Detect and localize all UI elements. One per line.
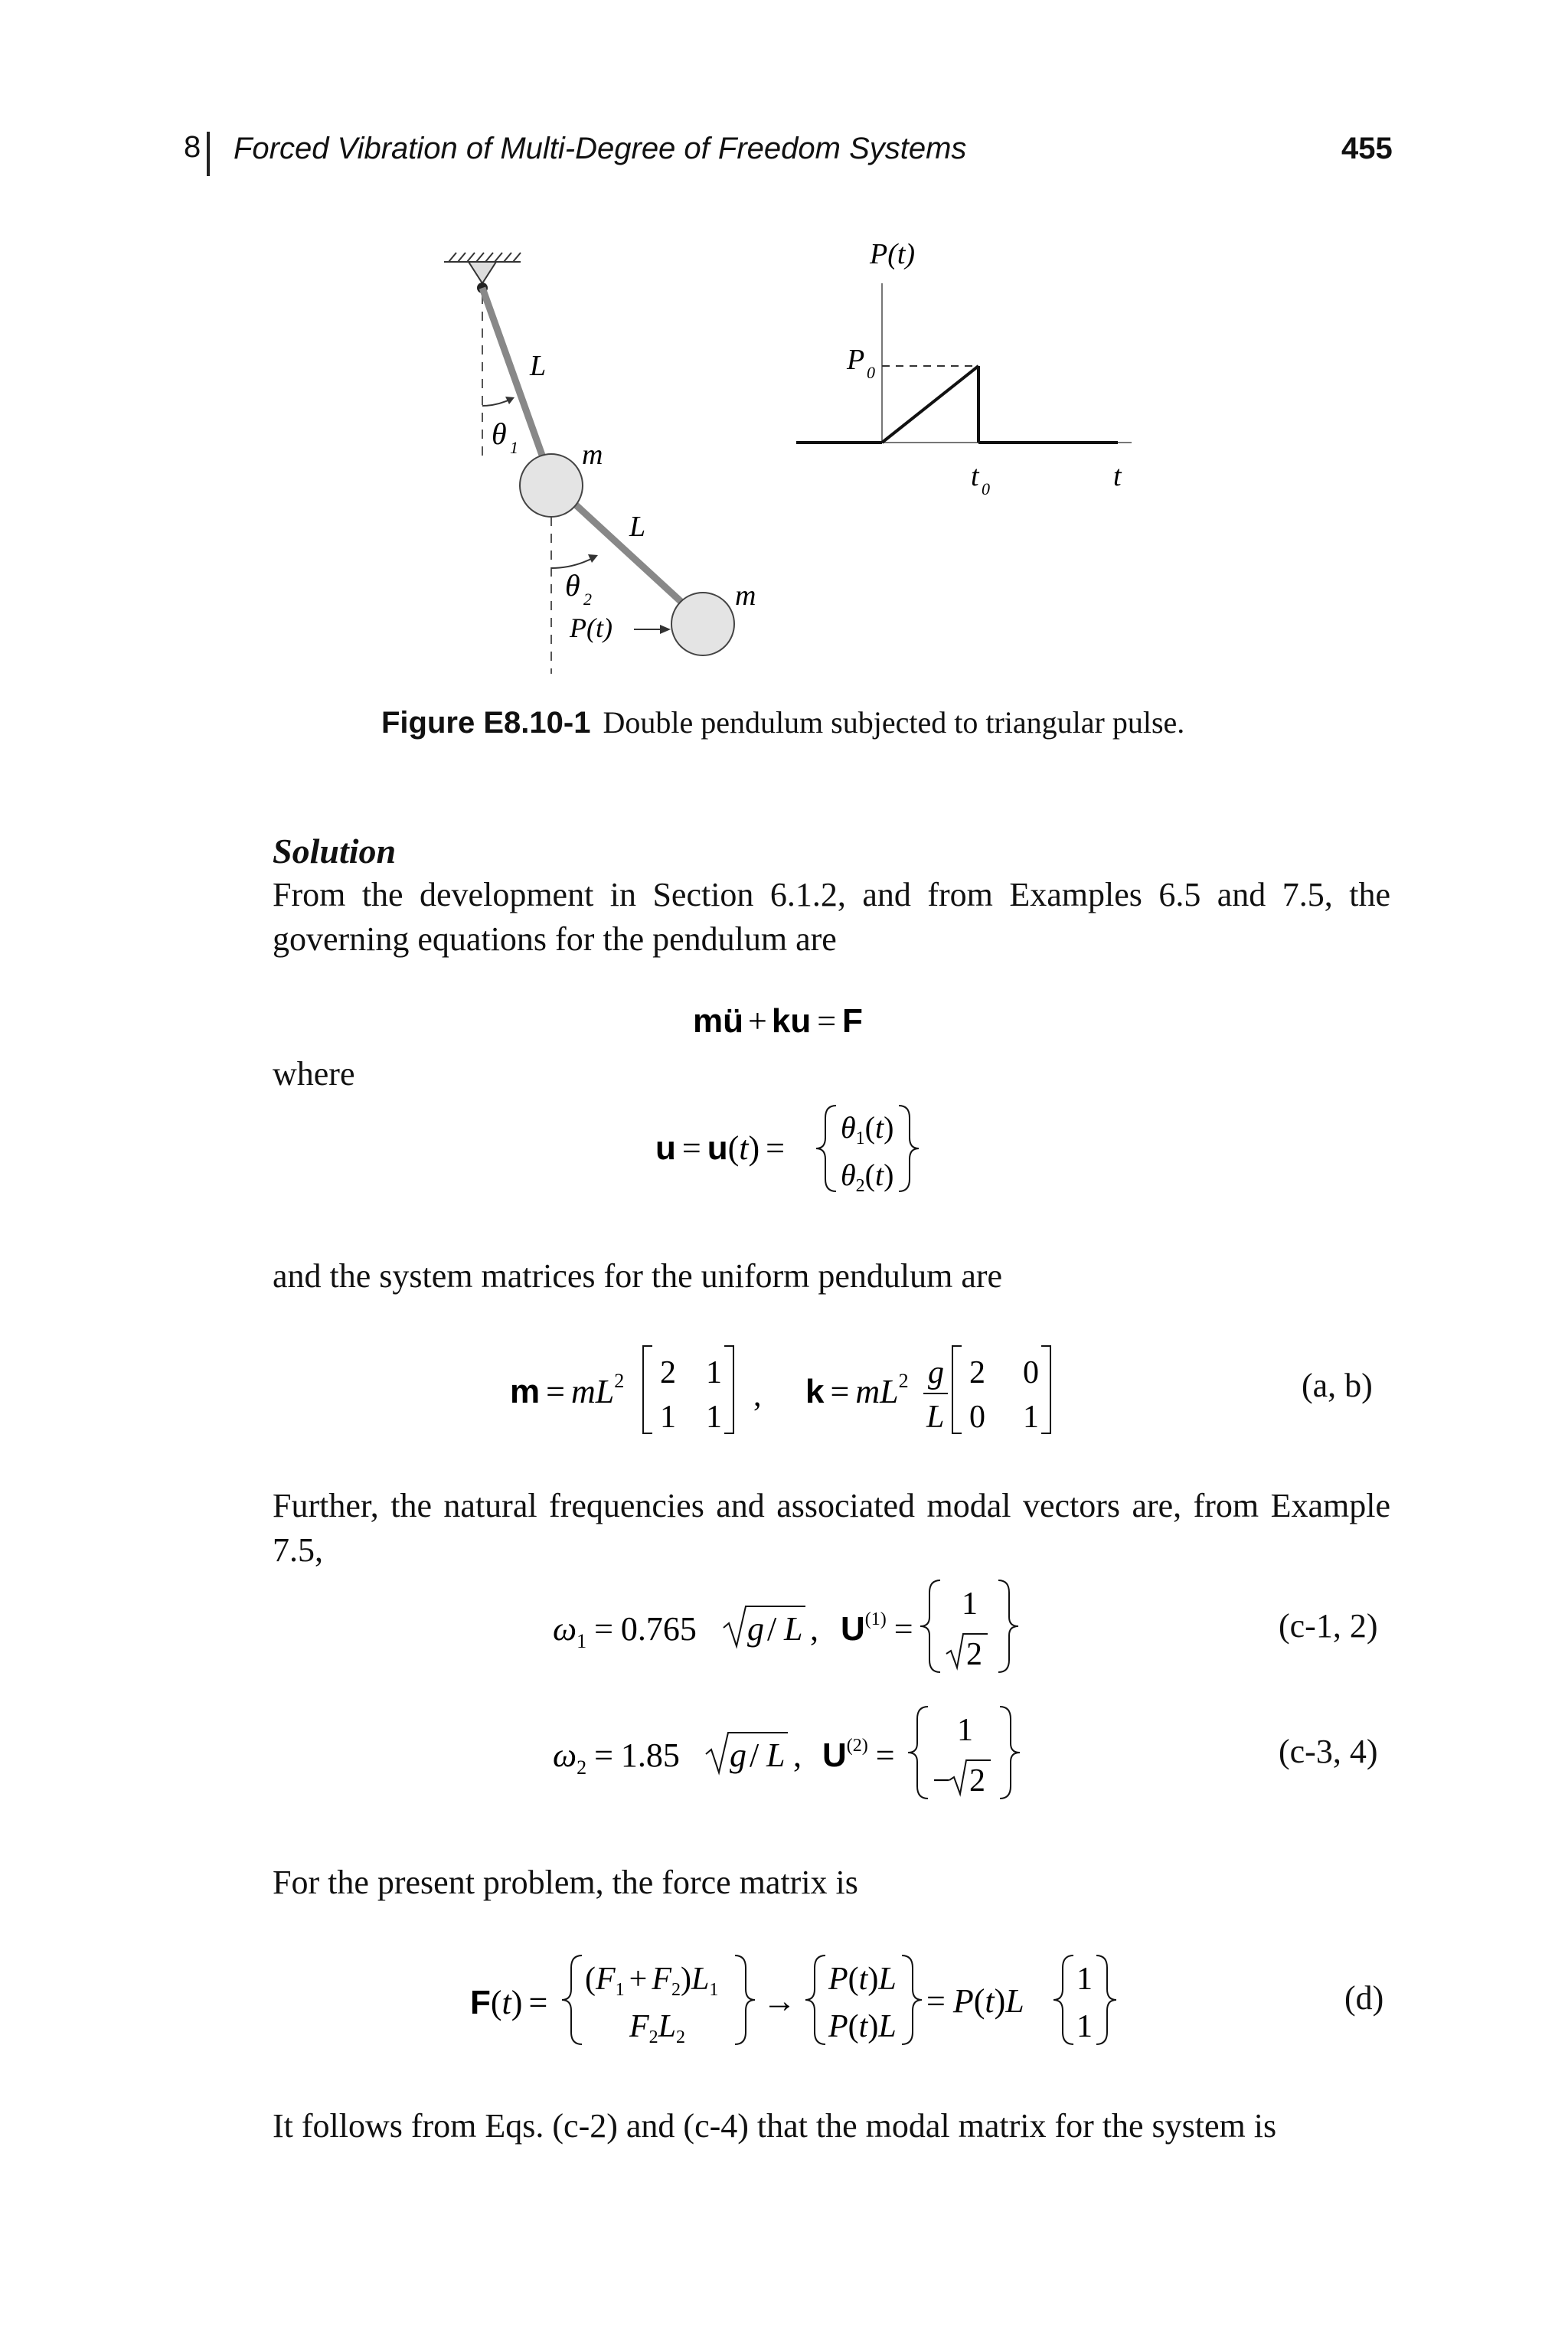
svg-text:mü+ku=F: mü + ku = F <box>693 1002 863 1040</box>
svg-text:1: 1 <box>706 1400 722 1435</box>
svg-text:P(t)L: P(t)L <box>828 1962 897 1997</box>
svg-text:1: 1 <box>660 1400 676 1435</box>
svg-text:2: 2 <box>969 1763 985 1799</box>
paragraph-natural-frequencies: Further, the natural frequencies and associated modal vectors are, from Example 7.5, <box>273 1487 1390 1569</box>
svg-text:L: L <box>784 1610 803 1648</box>
lower-mass <box>671 593 734 655</box>
upper-mass <box>520 454 583 517</box>
equation-label-c34: (c-3, 4) <box>1279 1733 1378 1770</box>
svg-text:F2L2: F2L2 <box>629 2009 686 2047</box>
svg-text:g: g <box>730 1736 746 1774</box>
svg-text:−: − <box>933 1763 951 1799</box>
svg-text:0: 0 <box>1023 1355 1039 1390</box>
omega1-coefficient: 0.765 <box>620 1610 697 1648</box>
svg-text:U(2)=: $U^{(2)}$ = <box>822 1736 895 1774</box>
svg-text:k=mL2: $k = mL^2$ <box>805 1370 909 1410</box>
svg-text:g: g <box>928 1355 944 1390</box>
theta2-arc <box>551 557 596 568</box>
paragraph-modal-matrix: It follows from Eqs. (c-2) and (c-4) that the modal matrix for the system is <box>273 2107 1277 2145</box>
svg-text:P(t)L: P(t)L <box>828 2009 897 2044</box>
label-force: P(t) <box>570 613 612 643</box>
svg-text:u=u(t)=: u = u(t) = <box>655 1129 785 1167</box>
equation-label-c12: (c-1, 2) <box>1279 1607 1378 1645</box>
svg-text:θ1(t): $\theta_1(t)$ <box>841 1110 894 1148</box>
svg-text:1: 1 <box>1076 1962 1093 1997</box>
label-theta2: θ <box>565 568 580 603</box>
pulse-peak-label: P <box>847 344 865 376</box>
pulse-ramp <box>882 366 978 443</box>
svg-text:g: g <box>747 1610 764 1648</box>
figure-caption <box>381 704 1184 740</box>
svg-text:ω1=0.765: $\omega_1 = 0.765$ <box>553 1610 697 1652</box>
chapter-number: 8 <box>184 130 201 164</box>
paragraph-system-matrices: and the system matrices for the uniform pendulum are <box>273 1257 1003 1295</box>
equation-force-vector <box>0 1945 1568 2060</box>
svg-text:m=mL2: $m = mL^2$ <box>510 1370 625 1410</box>
caption-text: Double pendulum subjected to triangular pulse. <box>603 705 1185 740</box>
svg-text:1: 1 <box>962 1586 978 1622</box>
equation-motion <box>0 995 1568 1049</box>
label-m-lower: m <box>735 580 756 612</box>
ceiling-support <box>444 253 521 283</box>
label-theta2-sub: 2 <box>583 590 592 609</box>
paragraph-governing: From the development in Section 6.1.2, and from Examples 6.5 and 7.5, the governing equations for the pendulum are <box>273 876 1390 958</box>
svg-text:/: / <box>750 1736 760 1774</box>
omega2-coefficient: 1.85 <box>620 1736 680 1774</box>
svg-text:1: 1 <box>706 1355 722 1390</box>
svg-text:L: L <box>926 1400 945 1435</box>
label-theta1-sub: 1 <box>510 438 518 457</box>
svg-text:θ2(t): $\theta_2(t)$ <box>841 1158 894 1196</box>
label-L-lower: L <box>629 511 646 543</box>
svg-text:U(1)=: $U^{(1)}$ = <box>841 1609 913 1648</box>
page-number: 455 <box>1341 132 1393 165</box>
svg-text:0: 0 <box>969 1400 985 1435</box>
label-m-upper: m <box>582 439 603 471</box>
chapter-title: Forced Vibration of Multi-Degree of Freedom Systems <box>234 132 967 165</box>
svg-text:(F1+F2)L1: (F1 + F2)L1 <box>585 1962 719 2000</box>
pulse-peak-sub: 0 <box>867 363 875 382</box>
svg-text:1: 1 <box>1076 2009 1093 2044</box>
paragraph-where: where <box>273 1055 355 1093</box>
svg-text:2: 2 <box>966 1637 982 1672</box>
svg-text:2: 2 <box>969 1355 985 1390</box>
pulse-t-label: t <box>1113 460 1122 492</box>
svg-text:1: 1 <box>957 1713 973 1748</box>
pulse-t0-label: t <box>971 460 979 492</box>
svg-text:ω2=1.85: $\omega_2 = 1.85$ <box>553 1736 680 1779</box>
solution-heading: Solution <box>273 831 397 871</box>
svg-text:2: 2 <box>660 1355 676 1390</box>
svg-text:1: 1 <box>1023 1400 1039 1435</box>
svg-text:F(t)=: F(t) = <box>470 1984 548 2021</box>
svg-text:=P(t)L: = P(t)L <box>926 1982 1024 2020</box>
paragraph-force-matrix: For the present problem, the force matrix is <box>273 1864 858 1901</box>
label-L-upper: L <box>530 350 547 382</box>
svg-text:/: / <box>767 1610 777 1648</box>
caption-label: Figure E8.10-1 <box>381 706 591 740</box>
svg-text:,: , <box>810 1610 818 1648</box>
equation-label-ab: (a, b) <box>1302 1367 1373 1404</box>
equation-displacement-vector <box>0 1095 1568 1202</box>
svg-text:,: , <box>793 1736 802 1774</box>
label-theta1: θ <box>492 417 507 451</box>
svg-text:L: L <box>766 1736 786 1774</box>
svg-text:,: , <box>753 1378 762 1413</box>
pulse-t0-sub: 0 <box>982 479 990 498</box>
pulse-y-axis-label: P(t) <box>870 238 916 270</box>
equation-label-d: (d) <box>1344 1979 1384 2017</box>
svg-text:→: → <box>763 1982 796 2020</box>
figure-e8-10-1 <box>0 0 1568 766</box>
